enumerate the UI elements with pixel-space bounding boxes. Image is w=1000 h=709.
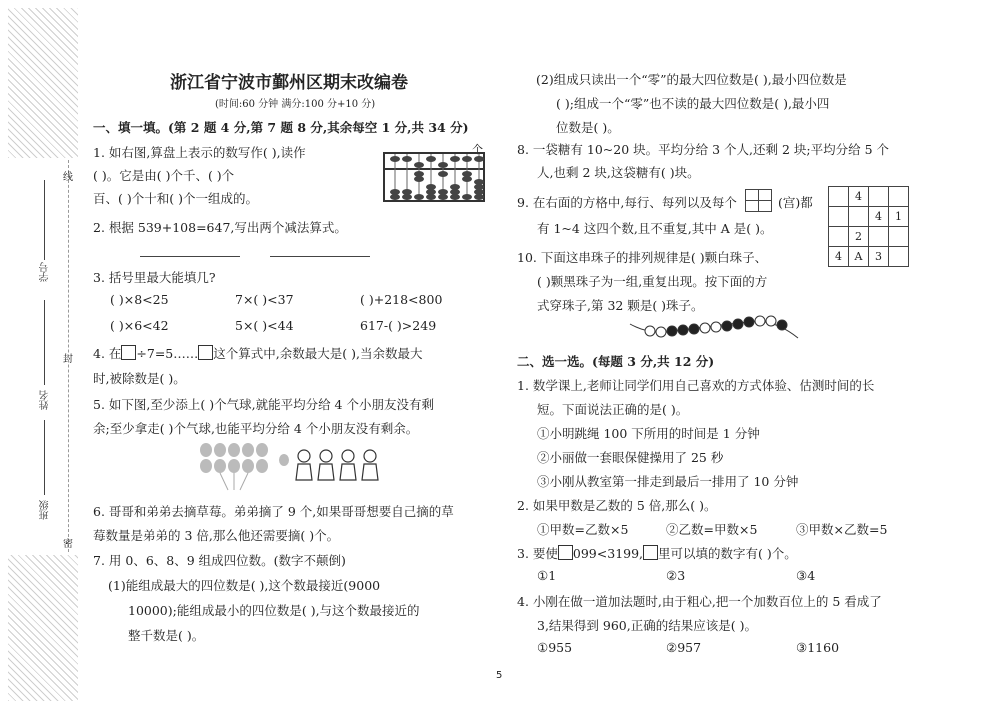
page-number: 5 [496, 670, 503, 681]
grid-cell [849, 207, 869, 227]
q3-r1c2: 7×( )<37 [235, 292, 294, 307]
class-label: 班级 [40, 500, 51, 520]
grid-cell [829, 207, 849, 227]
q1-line1: 1. 如右图,算盘上表示的数写作( ),读作 [93, 145, 306, 160]
binding-strip-bottom [8, 555, 78, 701]
mc3-line1-b: 099<3199, [572, 546, 644, 561]
q2-answer-line-1 [140, 256, 240, 257]
grid-cell [869, 187, 889, 207]
mc3-option2: ②3 [666, 568, 686, 583]
q3-r2c2: 5×( )<44 [235, 318, 294, 333]
name-label: 姓名 [40, 390, 51, 410]
grid-cell [889, 247, 909, 267]
mc1-option2: ②小丽做一套眼保健操用了 25 秒 [537, 450, 724, 465]
palace-box-icon [745, 189, 772, 212]
q3-r2c1: ( )×6<42 [110, 318, 169, 333]
sudoku-grid [828, 186, 909, 267]
mc1-line1: 1. 数学课上,老师让同学们用自己喜欢的方式体验、估测时间的长 [517, 378, 875, 393]
mc1-option3: ③小刚从教室第一排走到最后一排用了 10 分钟 [537, 474, 799, 489]
grid-cell [829, 227, 849, 247]
grid-cell: 1 [889, 207, 909, 227]
grid-cell [889, 187, 909, 207]
blank-box [558, 545, 573, 560]
mc3-line1-a: 3. 要使 [517, 546, 558, 561]
q9-line2: 有 1~4 这四个数,且不重复,其中 A 是( )。 [537, 221, 773, 236]
paper-title: 浙江省宁波市鄞州区期末改编卷 [170, 73, 408, 93]
q1-line2: ( )。它是由( )个千、( )个 [93, 168, 235, 183]
q7-line1: 7. 用 0、6、8、9 组成四位数。(数字不颠倒) [93, 553, 346, 568]
grid-cell: 4 [829, 247, 849, 267]
q10-line1: 10. 下面这串珠子的排列规律是( )颗白珠子、 [517, 250, 768, 265]
grid-cell: 3 [869, 247, 889, 267]
q4-line2: 时,被除数是( )。 [93, 371, 186, 386]
grid-cell [869, 227, 889, 247]
q7-p6: 位数是( )。 [556, 120, 620, 135]
grid-cell [829, 187, 849, 207]
q7-p2: 10000);能组成最小的四位数是( ),与这个数最接近的 [128, 603, 420, 618]
bead-string-image [628, 312, 800, 342]
blank-box [121, 345, 136, 360]
q7-p1: (1)能组成最大的四位数是( ),这个数最接近(9000 [108, 578, 381, 593]
grid-cell: 4 [849, 187, 869, 207]
balloons-children-image [198, 442, 388, 492]
grid-cell: 4 [869, 207, 889, 227]
q6-line1: 6. 哥哥和弟弟去摘草莓。弟弟摘了 9 个,如果哥哥想要自己摘的草 [93, 504, 454, 519]
grid-cell: 2 [849, 227, 869, 247]
q8-line1: 8. 一袋糖有 10~20 块。平均分给 3 个人,还剩 2 块;平均分给 5 个 [517, 142, 890, 157]
blank-box [198, 345, 213, 360]
mc2-line1: 2. 如果甲数是乙数的 5 倍,那么( )。 [517, 498, 717, 513]
q4-line1-b: ÷7=5…… [136, 346, 199, 361]
q9-line1a: 9. 在右面的方格中,每行、每列以及每个 [517, 195, 737, 210]
q8-line2: 人,也剩 2 块,这袋糖有( )块。 [537, 165, 700, 180]
mc4-line1: 4. 小刚在做一道加法题时,由于粗心,把一个加数百位上的 5 看成了 [517, 594, 882, 609]
mc1-line2: 短。下面说法正确的是( )。 [537, 402, 689, 417]
q4-line1 [93, 344, 422, 362]
grid-cell [889, 227, 909, 247]
q3-r1c1: ( )×8<25 [110, 292, 169, 307]
mc2-option3: ③甲数×乙数=5 [796, 522, 888, 537]
section2-heading: 二、选一选。(每题 3 分,共 12 分) [517, 354, 715, 369]
q10-line2: ( )颗黑珠子为一组,重复出现。按下面的方 [537, 274, 768, 289]
class-line [44, 420, 45, 495]
binding-strip-top [8, 8, 78, 158]
mc3-line1 [517, 544, 797, 562]
q2-answer-line-2 [270, 256, 370, 257]
name-line [44, 300, 45, 385]
q5-line2: 余;至少拿走( )个气球,也能平均分给 4 个小朋友没有剩余。 [93, 421, 419, 436]
q4-line1-c: 这个算式中,余数最大是( ),当余数最大 [213, 346, 423, 361]
q4-line1-a: 4. 在 [93, 346, 122, 361]
mc1-option1: ①小明跳绳 100 下所用的时间是 1 分钟 [537, 426, 760, 441]
q3-r1c3: ( )+218<800 [360, 292, 443, 307]
q2-text: 2. 根据 539+108=647,写出两个减法算式。 [93, 220, 347, 235]
mc4-line2: 3,结果得到 960,正确的结果应该是( )。 [537, 618, 757, 633]
student-id-label: 学号 [40, 262, 51, 282]
q3-text: 3. 括号里最大能填几? [93, 270, 216, 285]
abacus-unit-label: 个 [472, 143, 483, 156]
section1-heading: 一、填一填。(第 2 题 4 分,第 7 题 8 分,其余每空 1 分,共 34 分) [93, 120, 469, 135]
seal-seal-char: 封 [63, 354, 73, 365]
student-id-line [44, 180, 45, 260]
q10-line3: 式穿珠子,第 32 颗是( )珠子。 [537, 298, 704, 313]
mc2-option1: ①甲数=乙数×5 [537, 522, 629, 537]
mc3-line1-c: 里可以填的数字有( )个。 [658, 546, 797, 561]
seal-line-char: 线 [63, 172, 73, 183]
mc3-option3: ③4 [796, 568, 816, 583]
mc3-option1: ①1 [537, 568, 557, 583]
blank-box [643, 545, 658, 560]
mc4-option3: ③1160 [796, 640, 840, 655]
mc4-option1: ①955 [537, 640, 573, 655]
q1-line3: 百、( )个十和( )个一组成的。 [93, 191, 258, 206]
abacus-image [383, 152, 485, 202]
q5-line1: 5. 如下图,至少添上( )个气球,就能平均分给 4 个小朋友没有剩 [93, 397, 434, 412]
q7-p5: ( );组成一个“零”也不读的最大四位数是( ),最小四 [556, 96, 830, 111]
q9-line1b: (宫)都 [778, 195, 813, 210]
q3-r2c3: 617-( )>249 [360, 318, 437, 333]
mc4-option2: ②957 [666, 640, 702, 655]
grid-cell: A [849, 247, 869, 267]
mc2-option2: ②乙数=甲数×5 [666, 522, 758, 537]
q7-p3: 整千数是( )。 [128, 628, 205, 643]
q6-line2: 莓数量是弟弟的 3 倍,那么他还需要摘( )个。 [93, 528, 340, 543]
q7-p4: (2)组成只读出一个“零”的最大四位数是( ),最小四位数是 [536, 72, 847, 87]
paper-subtitle: (时间:60 分钟 满分:100 分+10 分) [215, 99, 376, 110]
seal-bind-char: 密 [63, 539, 73, 550]
